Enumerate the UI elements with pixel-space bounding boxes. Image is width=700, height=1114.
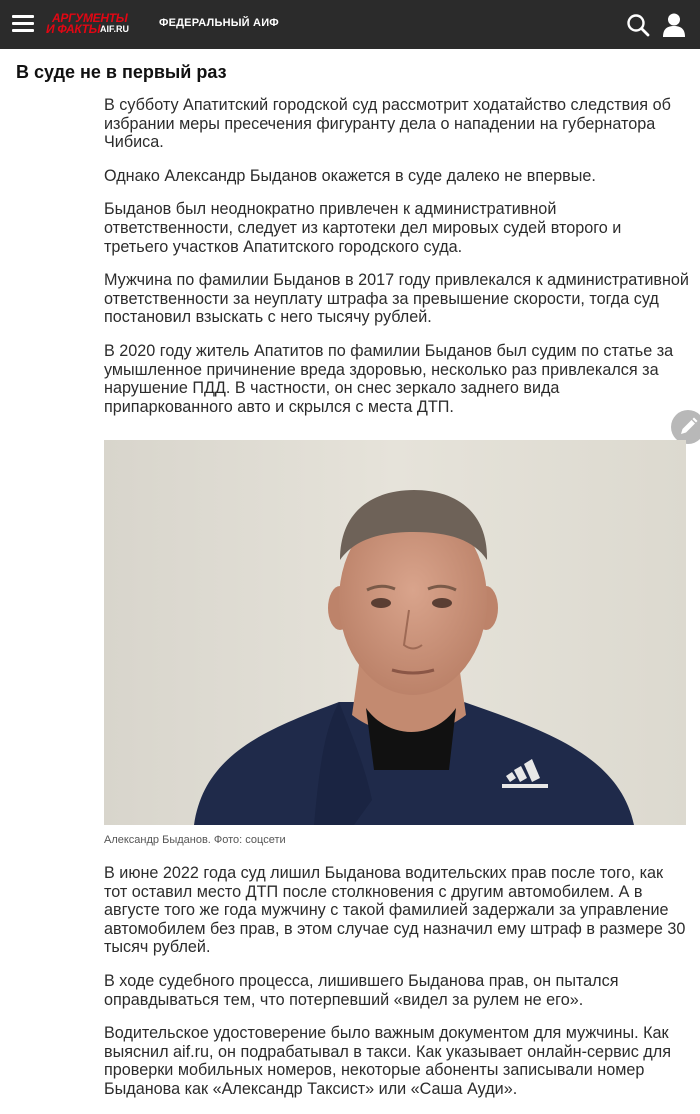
article-paragraph: В ходе судебного процесса, лишившего Быданова прав, он пытался оправдываться тем, что потерпевший «видел за рулем не его». xyxy=(104,971,619,1009)
search-icon[interactable] xyxy=(626,13,650,37)
pencil-icon xyxy=(671,410,700,444)
article-paragraph: В 2020 году житель Апатитов по фамилии Быданов был судим по статье за умышленное причинение вреда здоровью, несколько раз привлекался за нарушение ПДД. В частности, он снес зеркало заднего вида припаркованного авто и скрылся с места ДТП. xyxy=(104,341,674,416)
article-body-top xyxy=(104,96,689,431)
article-paragraph: Однако Александр Быданов окажется в суде далеко не впервые. xyxy=(104,166,596,185)
site-logo[interactable] xyxy=(46,12,136,36)
article-photo xyxy=(104,440,686,825)
section-link[interactable]: ФЕДЕРАЛЬНЫЙ АИФ xyxy=(159,17,279,29)
article-heading: В суде не в первый раз xyxy=(16,62,227,82)
article-body-bottom xyxy=(104,864,689,1114)
logo-domain: AIF.RU xyxy=(100,24,129,34)
top-bar xyxy=(0,0,700,49)
user-icon[interactable] xyxy=(662,12,686,38)
logo-line1: АРГУМЕНТЫ xyxy=(52,11,128,25)
article-paragraph: В субботу Апатитский городской суд рассмотрит ходатайство следствия об избрании меры пресечения фигуранту дела о нападении на губернатора Чибиса. xyxy=(104,96,671,152)
article-paragraph: Быданов был неоднократно привлечен к административной ответственности, следует из картотеки дел мировых судей второго и третьего участков Апатитского городского суда. xyxy=(104,200,622,256)
article-paragraph: Мужчина по фамилии Быданов в 2017 году привлекался к административной ответственности за неуплату штрафа за превышение скорости, тогда суд постановил взыскать с него тысячу рублей. xyxy=(104,271,689,327)
article-paragraph: Водительское удостоверение было важным документом для мужчины. Как выяснил aif.ru, он подрабатывал в такси. Как указывает онлайн-сервис для проверки мобильных номеров, некоторые абоненты записывали номер Быданова как «Александр Таксист» или «Саша Ауди». xyxy=(104,1024,671,1098)
menu-icon[interactable] xyxy=(12,15,34,33)
edit-button[interactable] xyxy=(671,410,700,444)
logo-line2: И ФАКТЫ xyxy=(46,22,101,36)
photo-caption: Александр Быданов. Фото: соцсети xyxy=(104,834,286,846)
article-paragraph: В июне 2022 года суд лишил Быданова водительских прав после того, как тот оставил место ДТП после столкновения с другим автомобилем. А в августе того же года мужчину с такой фамилией задержали за управление автомобилем без прав, в этом случае суд назначил ему штраф в размере 30 тысяч рублей. xyxy=(104,864,686,957)
